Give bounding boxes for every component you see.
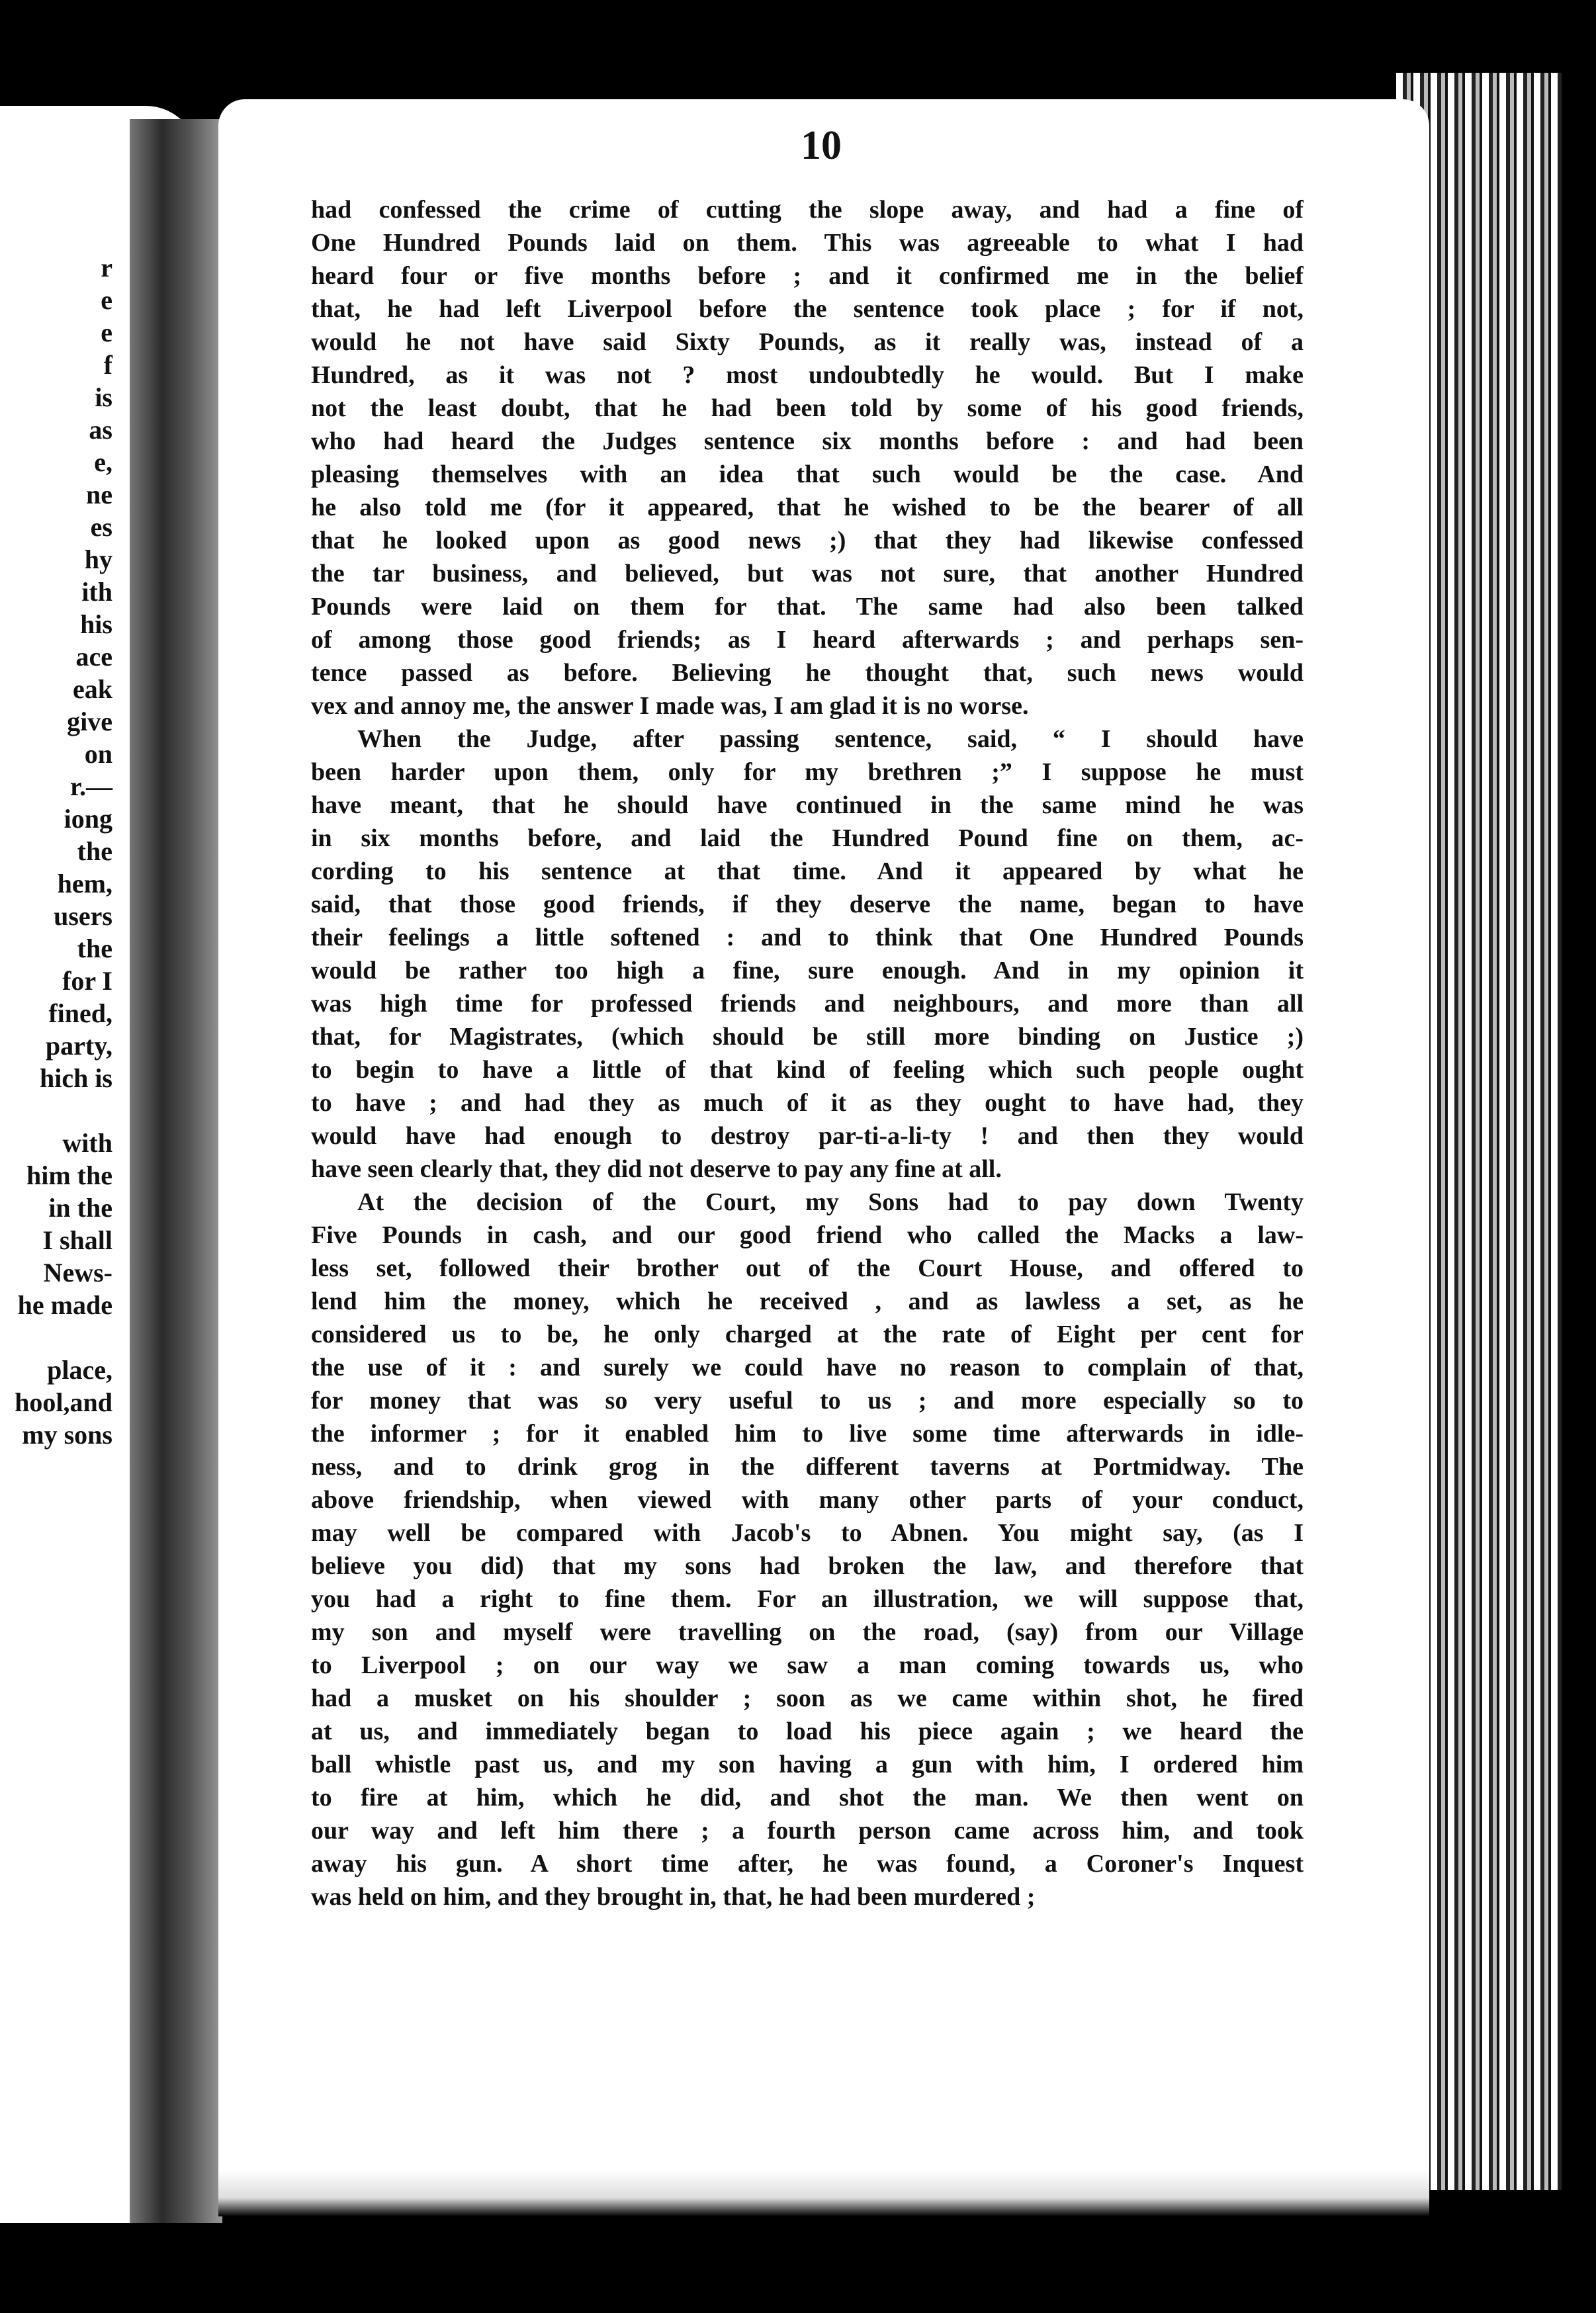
left-page-fragment: ith (81, 577, 112, 607)
left-page-fragment: his (80, 609, 112, 639)
text-line: my son and myself were travelling on the road, (say) from our Village (311, 1618, 1304, 1646)
book-gutter (130, 119, 222, 2223)
left-page-fragment: the (77, 836, 112, 866)
text-line: less set, followed their brother out of the Court House, and offered to (311, 1254, 1304, 1282)
left-page-fragment: r (101, 253, 112, 283)
page-bottom-shadow (218, 2170, 1429, 2216)
text-line: the use of it : and surely we could have no reason to complain of that, (311, 1354, 1304, 1381)
text-line: for money that was so very useful to us ; and more especially so to (311, 1387, 1304, 1415)
left-page-fragment: party, (45, 1031, 112, 1061)
text-line: Pounds were laid on them for that. The same had also been talked (311, 593, 1304, 621)
text-line: At the decision of the Court, my Sons had to pay down Twenty (357, 1188, 1304, 1216)
text-line: at us, and immediately began to load his piece again ; we heard the (311, 1718, 1304, 1745)
left-page-fragment: as (89, 415, 112, 445)
left-page-fragment: e (101, 285, 112, 315)
text-line: their feelings a little softened : and to think that One Hundred Pounds (311, 924, 1304, 951)
text-line: that, for Magistrates, (which should be still more binding on Justice ;) (311, 1023, 1304, 1051)
text-line: ball whistle past us, and my son having a gun with him, I ordered him (311, 1751, 1304, 1778)
left-page-fragment: is (95, 382, 112, 412)
paragraph (311, 722, 1304, 1186)
text-line: have meant, that he should have continued in the same mind he was (311, 791, 1304, 819)
left-page-fragment: eak (73, 674, 112, 704)
text-line: have seen clearly that, they did not deserve to pay any fine at all. (311, 1155, 1002, 1183)
left-page-fragment: give (67, 707, 112, 736)
text-line: he also told me (for it appeared, that he wished to be the bearer of all (311, 494, 1304, 521)
text-line: considered us to be, he only charged at the rate of Eight per cent for (311, 1321, 1304, 1348)
left-page-fragment: hool,and (15, 1387, 112, 1417)
text-line: ness, and to drink grog in the different taverns at Portmidway. The (311, 1453, 1304, 1481)
text-line: cording to his sentence at that time. And it appeared by what he (311, 857, 1304, 885)
text-line: tence passed as before. Believing he thought that, such news would (311, 659, 1304, 687)
text-line: to Liverpool ; on our way we saw a man coming towards us, who (311, 1651, 1304, 1679)
paragraph (311, 1186, 1304, 1913)
text-line: away his gun. A short time after, he was found, a Coroner's Inquest (311, 1850, 1304, 1878)
left-page-fragment: hy (84, 545, 112, 574)
text-line: that he looked upon as good news ;) that they had likewise confessed (311, 527, 1304, 554)
text-line: of among those good friends; as I heard afterwards ; and perhaps sen- (311, 626, 1304, 654)
text-line: been harder upon them, only for my brethren ;” I suppose he must (311, 758, 1304, 786)
text-line: you had a right to fine them. For an illustration, we will suppose that, (311, 1585, 1304, 1613)
left-page-fragment: News- (43, 1258, 112, 1287)
left-page-fragment: es (90, 512, 112, 542)
paragraph (311, 193, 1304, 722)
left-page-fragment: the (77, 934, 112, 963)
left-page-fragment: ace (75, 642, 112, 672)
text-line: was high time for professed friends and neighbours, and more than all (311, 990, 1304, 1018)
text-line: said, that those good friends, if they deserve the name, began to have (311, 891, 1304, 918)
left-page-fragment: he made (17, 1290, 112, 1320)
text-line: the tar business, and believed, but was not sure, that another Hundred (311, 560, 1304, 588)
text-line: would have had enough to destroy par-ti-a-li-ty ! and then they would (311, 1122, 1304, 1150)
text-line: had confessed the crime of cutting the slope away, and had a fine of (311, 196, 1304, 224)
text-line: the informer ; for it enabled him to live some time afterwards in idle- (311, 1420, 1304, 1448)
text-line: pleasing themselves with an idea that such would be the case. And (311, 460, 1304, 488)
text-line: would he not have said Sixty Pounds, as it really was, instead of a (311, 328, 1304, 356)
left-page-fragment: hem, (57, 869, 112, 898)
text-line: in six months before, and laid the Hundred Pound fine on them, ac- (311, 824, 1304, 852)
left-page-fragment: I shall (42, 1225, 112, 1255)
left-page-fragment: ne (86, 480, 112, 509)
left-page-fragment: on (84, 739, 112, 769)
left-page-fragment: my sons (22, 1420, 112, 1450)
page-number: 10 (801, 123, 842, 168)
left-page-fragment: users (54, 901, 112, 931)
text-line: our way and left him there ; a fourth person came across him, and took (311, 1817, 1304, 1845)
text-line: above friendship, when viewed with many other parts of your conduct, (311, 1486, 1304, 1514)
left-page-fragment: hich is (39, 1063, 112, 1093)
left-page-fragment: place, (47, 1355, 112, 1385)
text-line: was held on him, and they brought in, that, he had been murdered ; (311, 1883, 1036, 1911)
text-line: who had heard the Judges sentence six months before : and had been (311, 427, 1304, 455)
text-line: may well be compared with Jacob's to Abnen. You might say, (as I (311, 1519, 1304, 1547)
left-page-fragment: in the (48, 1193, 112, 1223)
left-page-fragment: f (103, 350, 112, 380)
text-line: to fire at him, which he did, and shot the man. We then went on (311, 1784, 1304, 1811)
text-line: Hundred, as it was not ? most undoubtedly he would. But I make (311, 361, 1304, 389)
text-line: heard four or five months before ; and it confirmed me in the belief (311, 262, 1304, 290)
text-line: vex and annoy me, the answer I made was, I am glad it is no worse. (311, 692, 1029, 720)
text-line: would be rather too high a fine, sure enough. And in my opinion it (311, 957, 1304, 984)
text-line: had a musket on his shoulder ; soon as we came within shot, he fired (311, 1684, 1304, 1712)
left-page-fragment: e, (94, 447, 112, 477)
text-line: lend him the money, which he received , and as lawless a set, as he (311, 1287, 1304, 1315)
text-line: not the least doubt, that he had been told by some of his good friends, (311, 394, 1304, 422)
page-body-text (311, 193, 1304, 1913)
text-line: When the Judge, after passing sentence, said, “ I should have (357, 725, 1304, 753)
left-page-fragment: iong (64, 804, 112, 834)
text-line: to begin to have a little of that kind of feeling which such people ought (311, 1056, 1304, 1084)
text-line: that, he had left Liverpool before the sentence took place ; for if not, (311, 295, 1304, 323)
text-line: believe you did) that my sons had broken the law, and therefore that (311, 1552, 1304, 1580)
left-page-fragment: with (62, 1128, 112, 1158)
left-page-fragment: e (101, 318, 112, 347)
text-line: One Hundred Pounds laid on them. This was agreeable to what I had (311, 229, 1304, 257)
left-page-fragment: him the (26, 1160, 112, 1190)
left-page-fragment: r.— (69, 771, 112, 801)
left-page-fragment: fined, (48, 998, 112, 1028)
text-line: Five Pounds in cash, and our good friend who called the Macks a law- (311, 1221, 1304, 1249)
text-line: to have ; and had they as much of it as they ought to have had, they (311, 1089, 1304, 1117)
left-page-fragment: for I (62, 966, 112, 996)
